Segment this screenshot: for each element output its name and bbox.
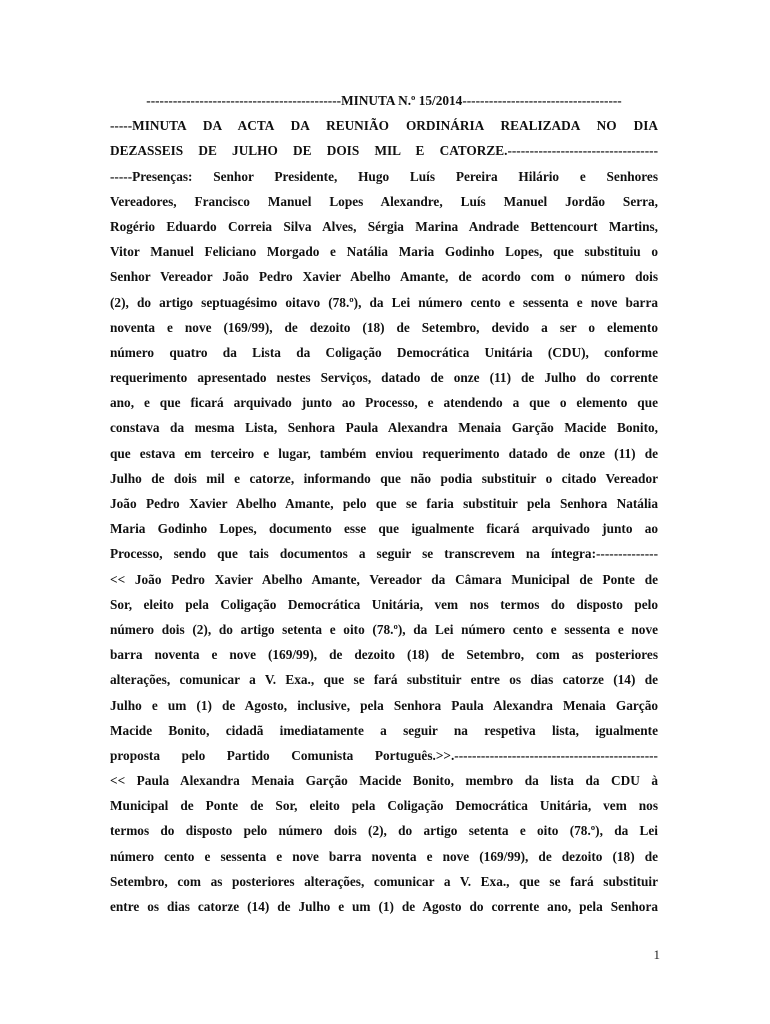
- page-number: 1: [653, 947, 660, 962]
- text-line: Macide Bonito, cidadã imediatamente a seguir na respetiva lista, igualmente: [110, 722, 658, 738]
- text-line: Senhor Vereador João Pedro Xavier Abelho Amante, de acordo com o número dois: [110, 269, 658, 285]
- text-line: Rogério Eduardo Correia Silva Alves, Sérgia Marina Andrade Bettencourt Martins,: [110, 218, 658, 234]
- text-line: << João Pedro Xavier Abelho Amante, Vereador da Câmara Municipal de Ponte de: [110, 571, 658, 587]
- text-line: -----Presenças: Senhor Presidente, Hugo Luís Pereira Hilário e Senhores: [110, 168, 658, 184]
- text-line: Sor, eleito pela Coligação Democrática Unitária, vem nos termos do disposto pelo: [110, 596, 658, 612]
- text-line: Setembro, com as posteriores alterações, comunicar a V. Exa., que se fará substituir: [110, 873, 658, 889]
- text-line: alterações, comunicar a V. Exa., que se fará substituir entre os dias catorze (14) de: [110, 672, 658, 688]
- text-line: requerimento apresentado nestes Serviços, datado de onze (11) de Julho do corrente: [110, 370, 658, 386]
- text-line: número quatro da Lista da Coligação Democrática Unitária (CDU), conforme: [110, 344, 658, 360]
- text-line: número cento e sessenta e nove barra noventa e nove (169/99), de dezoito (18) de: [110, 848, 658, 864]
- text-line: número dois (2), do artigo setenta e oito (78.º), da Lei número cento e sessenta e nove: [110, 621, 658, 637]
- minute-number-heading: --------------------------------------------MINUTA N.º 15/2014------------------------------------: [146, 93, 622, 108]
- text-line: Julho e um (1) de Agosto, inclusive, pela Senhora Paula Alexandra Menaia Garção: [110, 697, 658, 713]
- text-line: ano, e que ficará arquivado junto ao Processo, e atendendo a que o elemento que: [110, 395, 658, 411]
- text-line: constava da mesma Lista, Senhora Paula Alexandra Menaia Garção Macide Bonito,: [110, 420, 658, 436]
- text-line: Maria Godinho Lopes, documento esse que igualmente ficará arquivado junto ao: [110, 521, 658, 537]
- text-line: DEZASSEIS DE JULHO DE DOIS MIL E CATORZE.----------------------------------: [110, 143, 658, 159]
- text-line: entre os dias catorze (14) de Julho e um (1) de Agosto do corrente ano, pela Senhora: [110, 899, 658, 914]
- text-line: que estava em terceiro e lugar, também enviou requerimento datado de onze (11) de: [110, 445, 658, 461]
- text-line: Julho de dois mil e catorze, informando que não podia substituir o citado Vereador: [110, 470, 658, 486]
- text-line: Processo, sendo que tais documentos a seguir se transcrevem na íntegra:--------------: [110, 546, 658, 562]
- text-line: Vitor Manuel Feliciano Morgado e Natália Maria Godinho Lopes, que substituiu o: [110, 244, 658, 260]
- text-line: Municipal de Ponte de Sor, eleito pela Coligação Democrática Unitária, vem nos: [110, 798, 658, 814]
- text-line: << Paula Alexandra Menaia Garção Macide Bonito, membro da lista da CDU à: [110, 773, 658, 789]
- text-line: João Pedro Xavier Abelho Amante, pelo que se faria substituir pela Senhora Natália: [110, 496, 658, 511]
- text-line: -----MINUTA DA ACTA DA REUNIÃO ORDINÁRIA REALIZADA NO DIA: [110, 118, 658, 134]
- text-line: Vereadores, Francisco Manuel Lopes Alexandre, Luís Manuel Jordão Serra,: [110, 193, 658, 209]
- text-line: barra noventa e nove (169/99), de dezoito (18) de Setembro, com as posteriores: [110, 647, 658, 663]
- text-line: proposta pelo Partido Comunista Português.>>.----------------------------------------------: [110, 747, 658, 763]
- text-line: noventa e nove (169/99), de dezoito (18) de Setembro, devido a ser o elemento: [110, 319, 658, 335]
- text-line: (2), do artigo septuagésimo oitavo (78.º), da Lei número cento e sessenta e nove barra: [110, 294, 658, 310]
- text-line: termos do disposto pelo número dois (2), do artigo setenta e oito (78.º), da Lei: [110, 823, 658, 839]
- document-body: [110, 88, 658, 919]
